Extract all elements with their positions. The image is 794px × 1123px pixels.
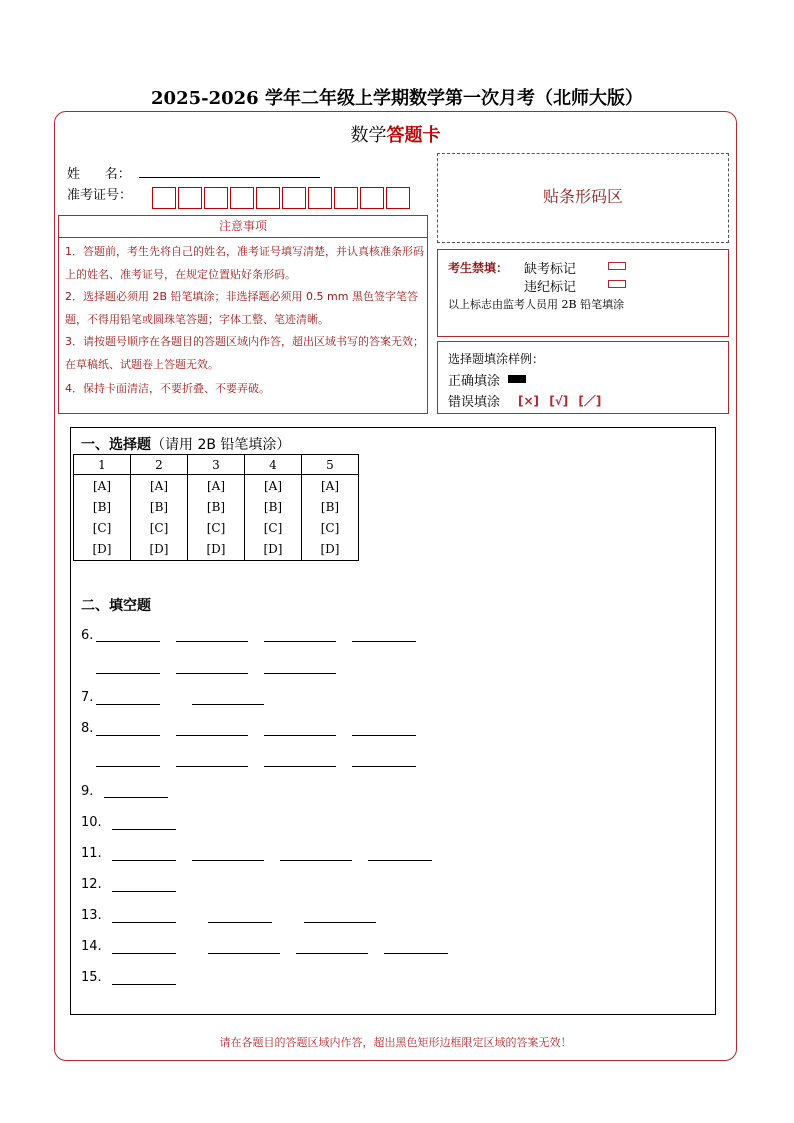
choice-option[interactable]: [D]	[320, 541, 340, 556]
choice-option[interactable]: [B]	[263, 499, 283, 514]
barcode-area: 贴条形码区	[437, 153, 729, 243]
note-item-1: 1．答题前，考生先将自己的姓名，准考证号填写清楚，并认真核准条形码上的姓名、准考证号，在规定位置贴好条形码。	[65, 245, 424, 281]
answer-blank[interactable]	[352, 766, 416, 767]
card-title	[54, 121, 737, 147]
answer-blank[interactable]	[176, 641, 248, 642]
question-number: 15.	[81, 970, 102, 985]
choice-option[interactable]: [A]	[263, 478, 283, 493]
choice-option[interactable]: [A]	[92, 478, 112, 493]
choice-option[interactable]: [D]	[149, 541, 169, 556]
answer-blank[interactable]	[96, 766, 160, 767]
choice-option[interactable]: [C]	[320, 520, 340, 535]
answer-blank[interactable]	[112, 891, 176, 892]
note-item-2: 2．选择题必须用 2B 铅笔填涂；非选择题必须用 0.5 mm 黑色签字笔答题，不得用铅笔或圆珠笔答题；字体工整、笔迹清晰。	[65, 290, 418, 326]
choice-col-2: 2	[131, 455, 188, 475]
answer-blank[interactable]	[280, 860, 352, 861]
wrong-mark-check: [√]	[549, 394, 569, 408]
question-number: 6.	[81, 628, 94, 643]
answer-blank[interactable]	[384, 953, 448, 954]
fill-example-panel	[437, 341, 729, 414]
answer-blank[interactable]	[208, 953, 280, 954]
answer-blank[interactable]	[112, 829, 176, 830]
answer-blank[interactable]	[264, 641, 336, 642]
choice-cell-5	[302, 475, 359, 561]
answer-blank[interactable]	[176, 673, 248, 674]
answer-blank[interactable]	[96, 735, 160, 736]
prohibited-panel	[437, 249, 729, 337]
exam-id-digit-box[interactable]	[230, 187, 254, 209]
answer-blank[interactable]	[192, 860, 264, 861]
notes-panel	[58, 237, 428, 414]
choice-cell-2	[131, 475, 188, 561]
section2-heading: 二、填空题	[81, 598, 151, 614]
answer-blank[interactable]	[96, 704, 160, 705]
answer-blank[interactable]	[112, 953, 176, 954]
answer-blank[interactable]	[264, 735, 336, 736]
answer-blank[interactable]	[112, 984, 176, 985]
choice-option[interactable]: [B]	[149, 499, 169, 514]
wrong-fill-label: 错误填涂	[448, 395, 501, 410]
question-number: 14.	[81, 939, 102, 954]
notes-heading: 注意事项	[58, 215, 428, 238]
choice-option[interactable]: [C]	[206, 520, 226, 535]
answer-blank[interactable]	[112, 860, 176, 861]
answer-blank[interactable]	[264, 673, 336, 674]
prohibited-note: 以上标志由监考人员用 2B 铅笔填涂	[448, 298, 625, 311]
answer-blank[interactable]	[176, 735, 248, 736]
answer-blank[interactable]	[208, 922, 272, 923]
section1-heading	[81, 434, 290, 454]
answer-blank[interactable]	[352, 641, 416, 642]
violation-mark-box[interactable]	[608, 280, 626, 288]
exam-id-digit-box[interactable]	[360, 187, 384, 209]
choice-cell-3	[188, 475, 245, 561]
id-label: 准考证号：	[67, 188, 133, 203]
answer-blank[interactable]	[176, 766, 248, 767]
exam-id-digit-box[interactable]	[386, 187, 410, 209]
answer-blank[interactable]	[192, 704, 264, 705]
choice-option[interactable]: [A]	[149, 478, 169, 493]
choice-option[interactable]: [D]	[206, 541, 226, 556]
choice-option[interactable]: [C]	[92, 520, 112, 535]
question-number: 11.	[81, 846, 102, 861]
exam-id-digit-box[interactable]	[308, 187, 332, 209]
question-number: 10.	[81, 815, 102, 830]
choice-col-1: 1	[74, 455, 131, 475]
choice-cell-1	[74, 475, 131, 561]
correct-fill-label: 正确填涂	[448, 374, 501, 389]
card-title-red: 答题卡	[386, 125, 441, 146]
question-number: 8.	[81, 721, 94, 736]
question-number: 13.	[81, 908, 102, 923]
question-number: 7.	[81, 690, 94, 705]
section1-title: 一、选择题	[81, 437, 151, 453]
absent-mark-box[interactable]	[608, 262, 626, 270]
choice-option[interactable]: [C]	[149, 520, 169, 535]
choice-option[interactable]: [A]	[320, 478, 340, 493]
card-subject: 数学	[350, 125, 387, 146]
exam-id-digit-box[interactable]	[334, 187, 358, 209]
answer-blank[interactable]	[352, 735, 416, 736]
note-item-3: 3．请按题号顺序在各题目的答题区域内作答，超出区域书写的答案无效；在草稿纸、试题卷上答题无效。	[65, 335, 424, 371]
answer-blank[interactable]	[296, 953, 368, 954]
exam-id-digit-box[interactable]	[282, 187, 306, 209]
wrong-fill-samples	[518, 392, 601, 409]
choice-option[interactable]: [D]	[92, 541, 112, 556]
note-item-4: 4．保持卡面清洁，不要折叠、不要弄破。	[65, 382, 270, 395]
choice-option[interactable]: [B]	[206, 499, 226, 514]
section1-note: （请用 2B 铅笔填涂）	[151, 437, 291, 453]
choice-option[interactable]: [B]	[92, 499, 112, 514]
answer-blank[interactable]	[304, 922, 376, 923]
question-number: 12.	[81, 877, 102, 892]
violation-label: 违纪标记	[524, 280, 577, 295]
wrong-mark-slash: [／]	[578, 394, 602, 408]
footer-warning: 请在各题目的答题区域内作答，超出黑色矩形边框限定区域的答案无效！	[219, 1036, 572, 1049]
choice-option[interactable]: [D]	[263, 541, 283, 556]
choice-option[interactable]: [A]	[206, 478, 226, 493]
wrong-mark-cross: [×]	[518, 394, 540, 408]
choice-col-3: 3	[188, 455, 245, 475]
exam-title: 2025-2026 学年二年级上学期数学第一次月考（北师大版）	[151, 88, 643, 109]
exam-id-digit-box[interactable]	[152, 187, 176, 209]
exam-id-digit-box[interactable]	[178, 187, 202, 209]
question-number: 9.	[81, 784, 94, 799]
choice-option[interactable]: [C]	[263, 520, 283, 535]
answer-blank[interactable]	[368, 860, 432, 861]
choice-grid	[73, 454, 359, 561]
exam-id-digit-box[interactable]	[204, 187, 228, 209]
choice-col-5: 5	[302, 455, 359, 475]
fill-example-title: 选择题填涂样例：	[448, 352, 545, 366]
answer-blank[interactable]	[96, 641, 160, 642]
choice-cell-4	[245, 475, 302, 561]
answer-blank[interactable]	[264, 766, 336, 767]
correct-fill-sample	[508, 375, 526, 383]
name-label: 姓 名：	[67, 167, 131, 182]
answer-blank[interactable]	[104, 797, 168, 798]
answer-blank[interactable]	[96, 673, 160, 674]
choice-option[interactable]: [B]	[320, 499, 340, 514]
absent-label: 缺考标记	[524, 262, 577, 277]
exam-id-digit-box[interactable]	[256, 187, 280, 209]
choice-col-4: 4	[245, 455, 302, 475]
name-field[interactable]	[139, 177, 320, 178]
answer-blank[interactable]	[112, 922, 176, 923]
prohibited-label: 考生禁填：	[448, 261, 509, 275]
